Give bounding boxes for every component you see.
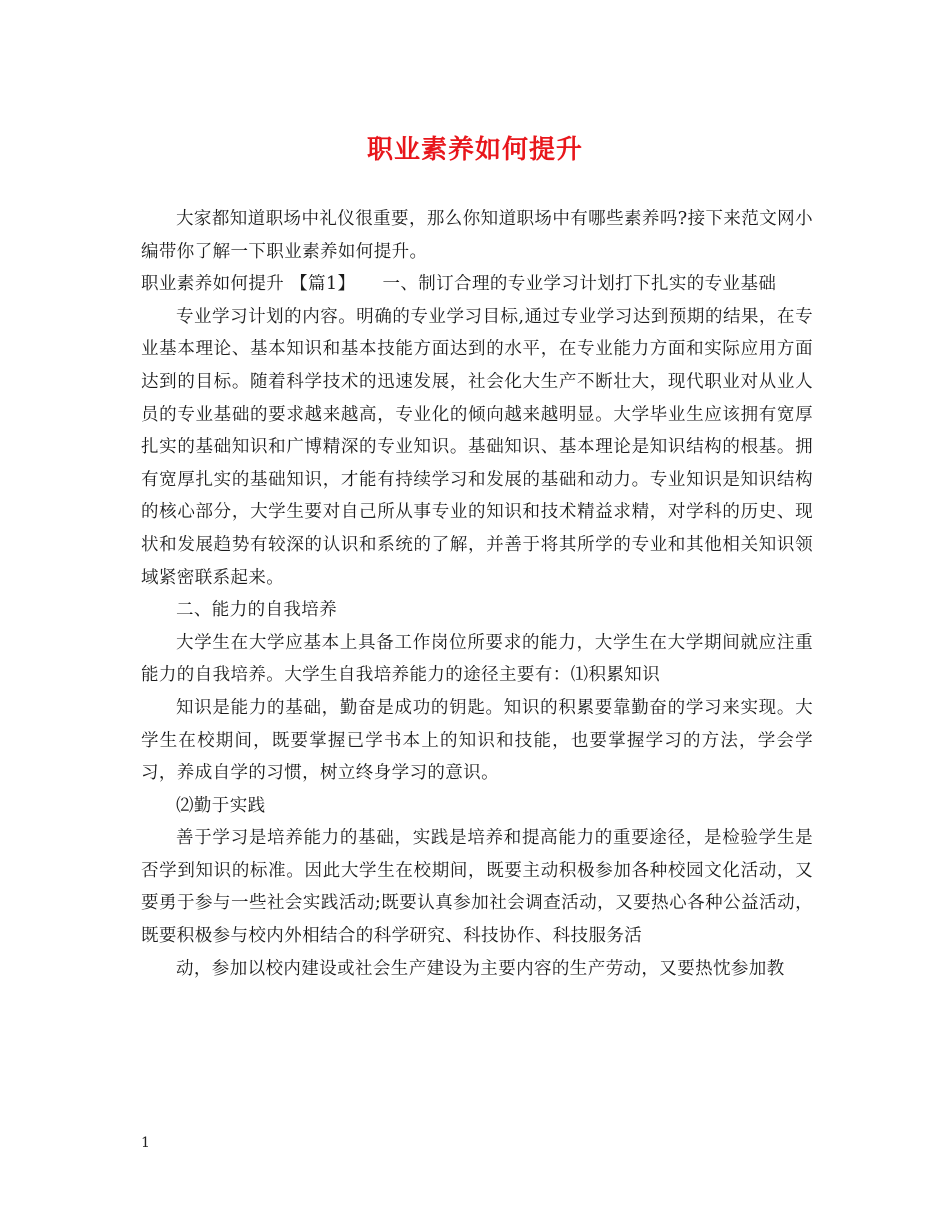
page-number: 1 xyxy=(141,1135,150,1151)
paragraph-continued: 动，参加以校内建设或社会生产建设为主要内容的生产劳动，又要热忱参加教 xyxy=(176,958,785,979)
paragraph-section-heading: 职业素养如何提升 【篇1】 一、制订合理的专业学习计划打下扎实的专业基础 xyxy=(141,274,777,295)
paragraph-heading-ability: 二、能力的自我培养 xyxy=(176,600,338,621)
paragraph-study-plan: 专业学习计划的内容。明确的专业学习目标,通过专业学习达到预期的结果，在专业基本理论、基本知识和基本技能方面达到的水平，在专业能力方面和实际应用方面达到的目标。随着科学技术的迅速发展，社会化大生产不断壮大，现代职业对从业人员的专业基础的要求越来越高，专业化的倾向越来越明显。大学毕业生应该拥有宽厚扎实的基础知识和广博精深的专业知识。基础知识、基本理论是知识结构的根基。拥有宽厚扎实的基础知识，才能有持续学习和发展的基础和动力。专业知识是知识结构的核心部分，大学生要对自己所从事专业的知识和技术精益求精，对学科的历史、现状和发展趋势有较深的认识和系统的了解，并善于将其所学的专业和其他相关知识领域紧密联系起来。 xyxy=(141,306,813,588)
paragraph-knowledge: 知识是能力的基础，勤奋是成功的钥匙。知识的积累要靠勤奋的学习来实现。大学生在校期间，既要掌握已学书本上的知识和技能，也要掌握学习的方法，学会学习，养成自学的习惯，树立终身学习的意识。 xyxy=(141,697,813,784)
paragraph-practice: 善于学习是培养能力的基础，实践是培养和提高能力的重要途径，是检验学生是否学到知识的标准。因此大学生在校期间，既要主动积极参加各种校园文化活动，又要勇于参与一些社会实践活动;既要认真参加社会调查活动，又要热心各种公益活动，既要积极参与校内外相结合的科学研究、科技协作、科技服务活 xyxy=(141,828,813,947)
paragraph-heading-practice: ⑵勤于实践 xyxy=(176,795,266,816)
paragraph-ability: 大学生在大学应基本上具备工作岗位所要求的能力，大学生在大学期间就应注重能力的自我培养。大学生自我培养能力的途径主要有：⑴积累知识 xyxy=(141,632,813,686)
paragraph-intro: 大家都知道职场中礼仪很重要，那么你知道职场中有哪些素养吗?接下来范文网小编带你了解一下职业素养如何提升。 xyxy=(141,209,813,262)
document-title: 职业素养如何提升 xyxy=(366,135,583,165)
document-body xyxy=(141,203,813,985)
